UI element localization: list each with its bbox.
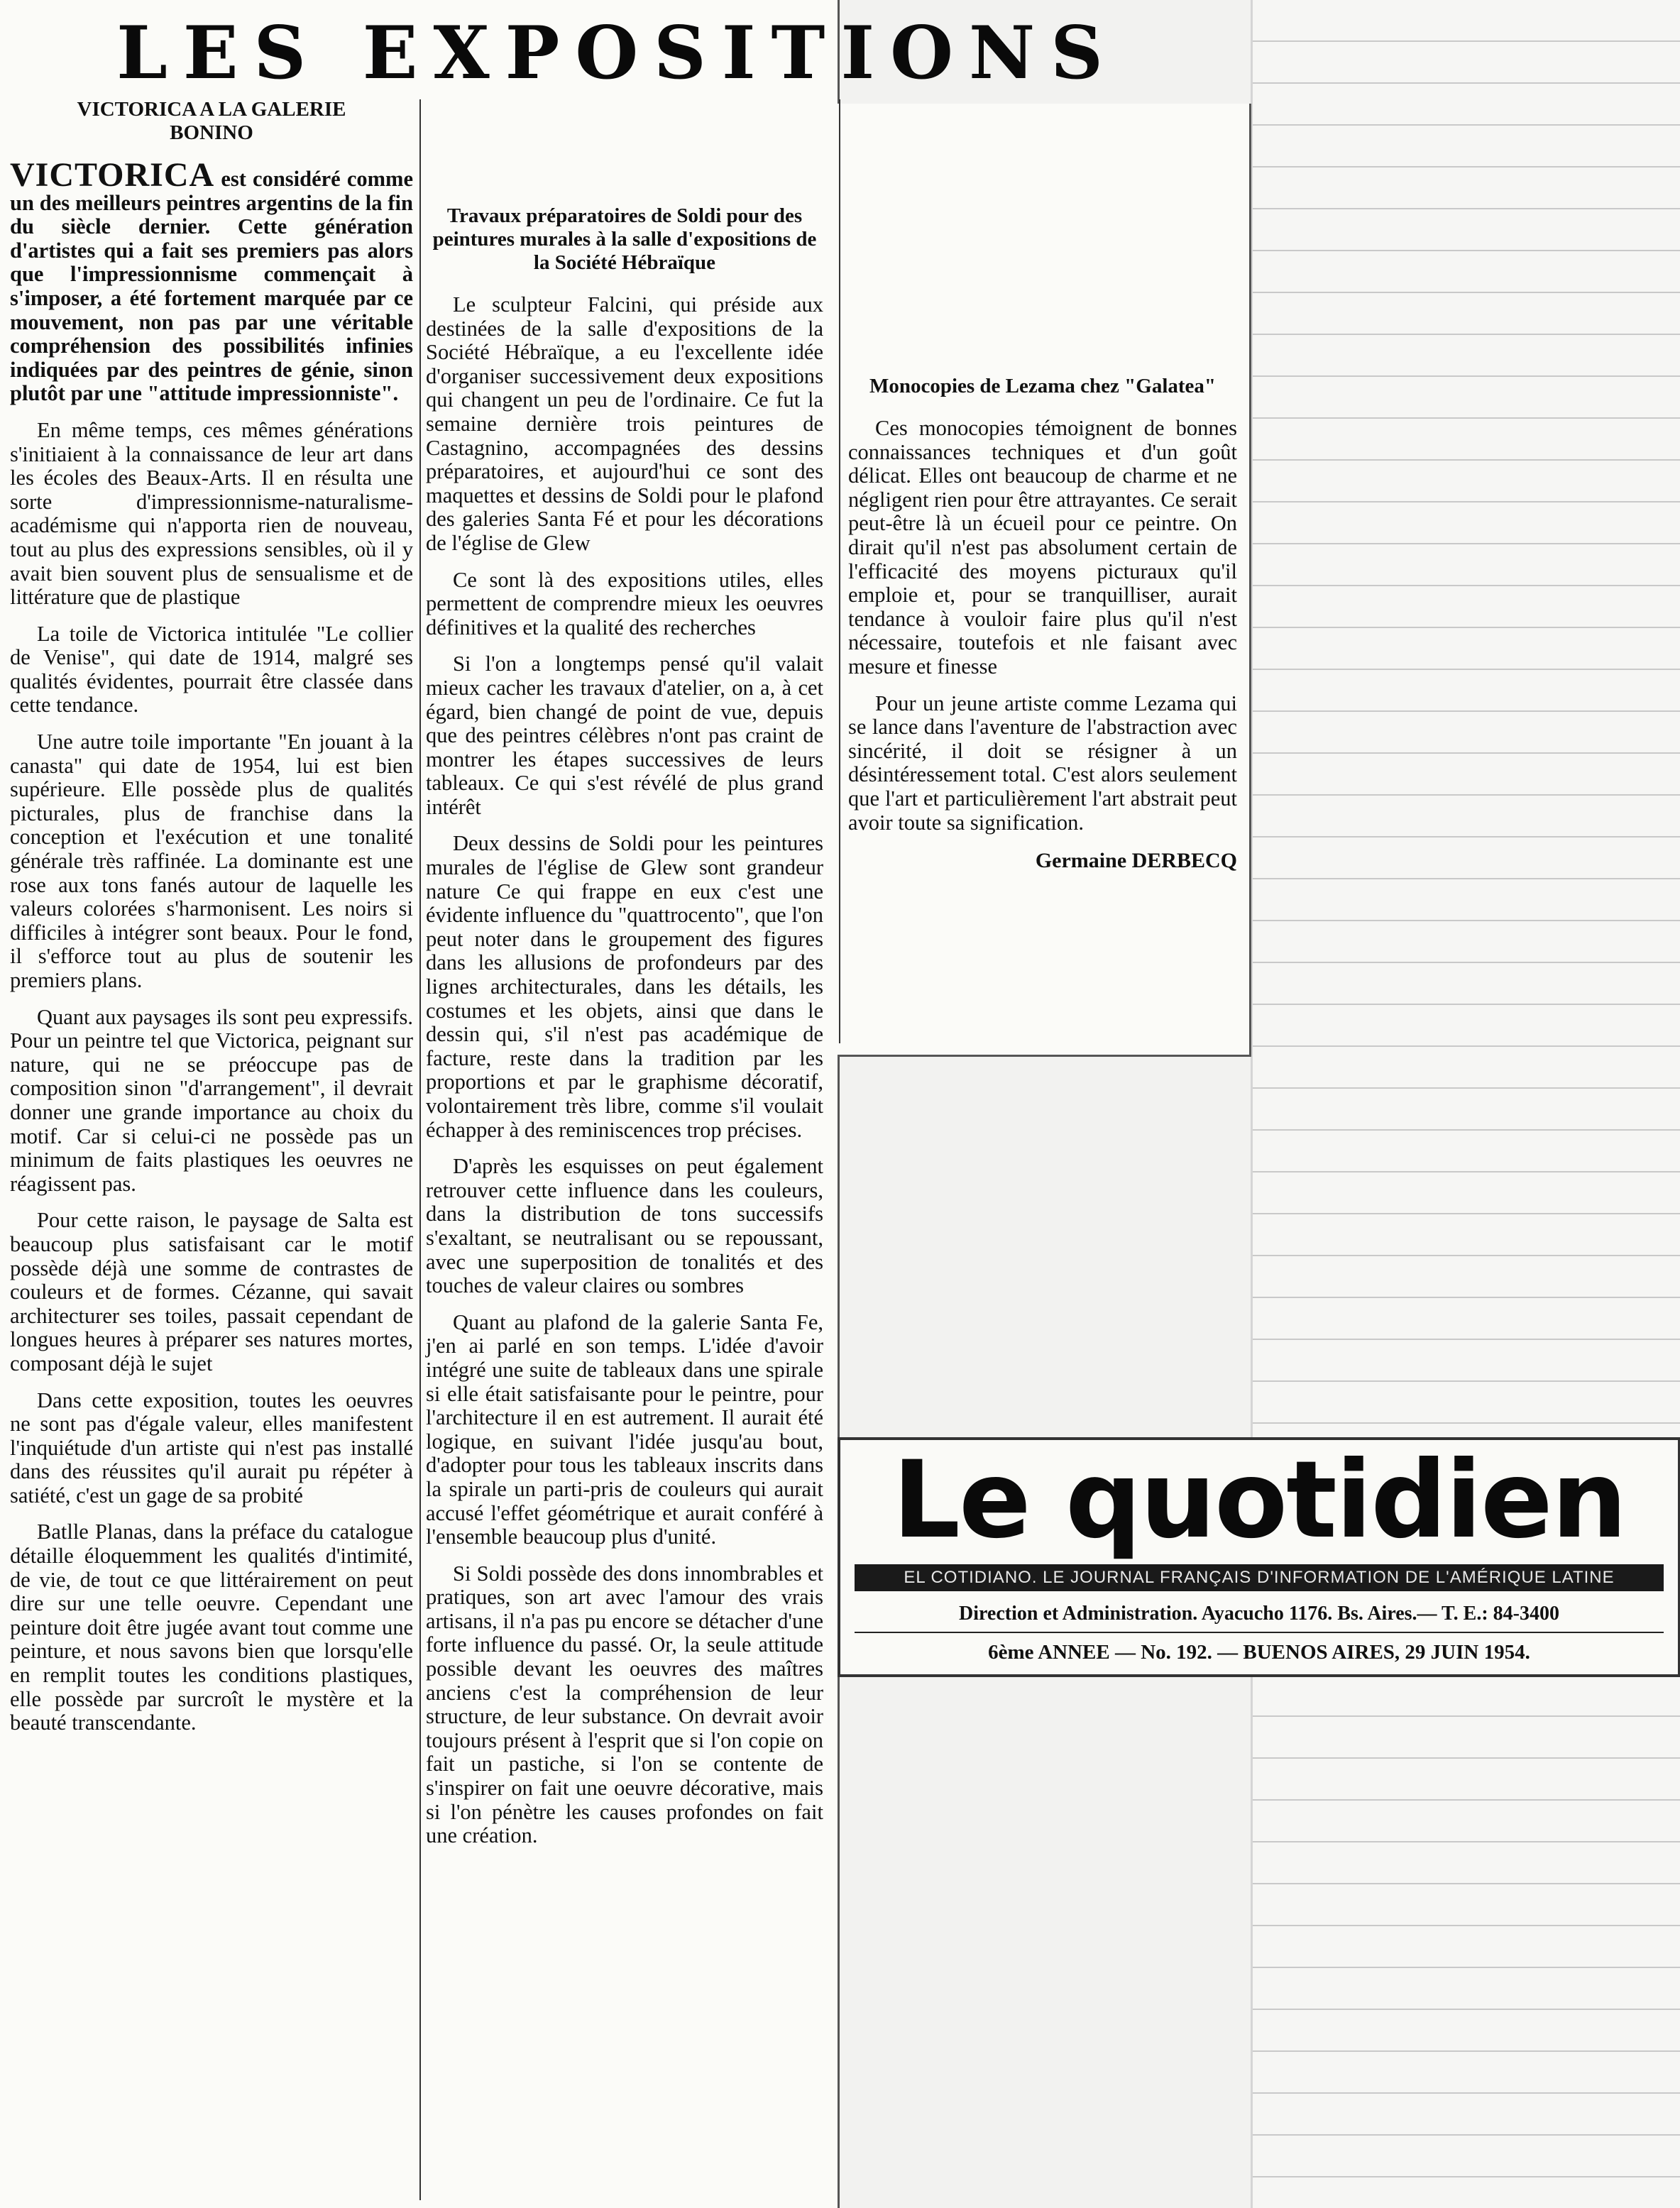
author-signature: Germaine DERBECQ — [1035, 849, 1237, 873]
section-title-lezama: Monocopies de Lezama chez "Galatea" — [869, 375, 1217, 397]
paragraph: Pour cette raison, le paysage de Salta est beaucoup plus satisfaisant car le motif possède déjà une somme de contrastes de couleurs et de formes. Cézanne, qui savait architecturer ses toiles, passait cependant de longues heures à préparer ses natures mortes, composant déjà le sujet — [10, 1208, 413, 1375]
column-rule — [419, 99, 421, 2200]
article-column-3 — [848, 105, 1237, 873]
paragraph: Une autre toile importante "En jouant à la canasta" qui date de 1954, lui est bien supérieure. Elle possède plus de qualités picturales, plus de franchise dans la conception et l'exécution et une tonalité générale très raffinée. La dominante est une rose aux tons fanés autour de laquelle les valeurs colorées s'harmonisent. Les noirs si difficiles à intégrer sont beaux. Pour le fond, il s'efforce tout au plus de soutenir les premiers plans. — [10, 730, 413, 992]
intro-text: est considéré comme un des meilleurs peintres argentins de la fin du siècle dernier. Cette génération d'artistes qui a fait ses premiers pas alors que l'impressionnisme commençait à s'imposer, a été fortement marquée par ce mouvement, non pas par une véritable compréhension des possibilités infinies indiquées par des peintres de génie, sinon plutôt par une "attitude impressionniste". — [10, 167, 413, 406]
paragraph: D'après les esquisses on peut également retrouver cette influence dans les couleurs, dans la distribution de tons successifs s'exaltant, se neutralisant ou se repoussant, avec une superposition de tonalités et des touches de valeur claires ou sombres — [426, 1154, 823, 1298]
paragraph: Ce sont là des expositions utiles, elles permettent de comprendre mieux les oeuvres définitives et la qualité des recherches — [426, 567, 823, 639]
paragraph: Si l'on a longtemps pensé qu'il valait mieux cacher les travaux d'atelier, on a, à cet égard, bien changé de point de vue, depuis que des peintres célèbres n'ont pas craint de montrer les étapes successives de leurs tableaux. Ce qui s'est révélé de plus grand intérêt — [426, 652, 823, 819]
column-rule — [839, 99, 840, 1043]
intro-paragraph — [10, 156, 413, 406]
section-title-line: VICTORICA A LA GALERIE — [77, 98, 346, 121]
paragraph: Si Soldi possède des dons innombrables et pratiques, son art avec l'amour des vrais artisans, il n'a pas pu encore se détacher d'une forte influence du passé. Or, la seule attitude possible devant les oeuvres des maîtres anciens c'est la compréhension de leur structure, de leur substance. On devrait avoir toujours présent à l'esprit que si l'on copie on fait un pastiche, si l'on se contente de s'inspirer on fait une oeuvre décorative, mais si l'on pénètre les causes profondes on fait une création. — [426, 1561, 823, 1848]
article-headline: LES EXPOSITIONS — [116, 11, 1119, 96]
paragraph: Dans cette exposition, toutes les oeuvres ne sont pas d'égale valeur, elles manifestent l'inquiétude d'un artiste qui n'est pas installé dans des réussites qu'il aurait pu répéter à satiété, c'est un gage de sa probité — [10, 1388, 413, 1507]
paragraph: Pour un jeune artiste comme Lezama qui se lance dans l'aventure de l'abstraction avec sincérité, il doit se résigner à un désintéressement total. C'est alors seulement que l'art et particulièrement l'art abstrait peut avoir toute sa signification. — [848, 691, 1237, 835]
paragraph: Le sculpteur Falcini, qui préside aux destinées de la salle d'expositions de la Société Hébraïque, a eu l'excellente idée d'organiser successivement deux expositions qui changent un peu de l'ordinaire. Ce fut la semaine dernière trois peintures de Castagnino, accompagnées des dessins préparatoires, et aujourd'hui ce sont des maquettes et dessins de Soldi pour le plafond des galeries Santa Fé et pour les décorations de l'église de Glew — [426, 292, 823, 555]
newspaper-masthead — [838, 1437, 1680, 1677]
masthead-address: Direction et Administration. Ayacucho 1176. Bs. Aires.— T. E.: 84-3400 — [855, 1602, 1664, 1633]
masthead-tagline: EL COTIDIANO. LE JOURNAL FRANÇAIS D'INFORMATION DE L'AMÉRIQUE LATINE — [855, 1564, 1664, 1591]
article-column-2 — [426, 98, 823, 1861]
paragraph: Deux dessins de Soldi pour les peintures murales de l'église de Glew sont grandeur nature Ce qui frappe en eux c'est une évidente influence du "quattrocento", que l'on peut noter dans le groupement des figures dans les allusions de profondeurs par des lignes architecturales, dans les détails, les costumes et les objets, ainsi que dans le dessin qui, s'il n'est pas académique de facture, reste dans la tradition par les proportions et par le graphisme décoratif, volontairement très libre, comme s'il voulait échapper à des reminiscences trop précises. — [426, 831, 823, 1142]
paragraph: Ces monocopies témoignent de bonnes connaissances techniques et d'un goût délicat. Elles ont beaucoup de charme et ne négligent rien pour être attrayantes. Ce serait peut-être là un écueil pour ce peintre. On dirait qu'il n'est pas absolument certain de l'efficacité des moyens picturaux qu'il emploie et, pour se tranquilliser, aurait tendance à vouloir faire plus qu'il n'est nécessaire, toutefois et nle faisant avec mesure et finesse — [848, 416, 1237, 679]
paragraph: Quant aux paysages ils sont peu expressifs. Pour un peintre tel que Victorica, peignant sur nature, qui ne se préoccupe pas de composition sinon "d'arrangement", il devrait donner une grande importance au choix du motif. Car si celui-ci ne possède pas un minimum de faits plastiques les oeuvres ne réagissent pas. — [10, 1004, 413, 1196]
paragraph: Batlle Planas, dans la préface du catalogue détaille éloquemment les qualités d'intimité, de vie, de tout ce que littérairement on peut dire sur une telle oeuvre. Cependant une peinture doit être jugée avant tout comme une peinture, et nous savons bien que lorsqu'elle en remplit toutes les conditions plastiques, elle possède par surcroît le mystère et la beauté transcendante. — [10, 1520, 413, 1735]
dropcap-word: VICTORICA — [10, 156, 215, 194]
section-title-soldi: Travaux préparatoires de Soldi pour des peintures murales à la salle d'expositions de la Société Hébraïque — [432, 204, 817, 274]
section-title-victorica — [10, 98, 413, 145]
masthead-title: Le quotidien — [892, 1439, 1626, 1562]
ruled-notebook-page — [1251, 0, 1680, 2208]
article-column-1 — [10, 98, 413, 1748]
paragraph: En même temps, ces mêmes générations s'initiaient à la connaissance de leur art dans les écoles des Beaux-Arts. Il en résulta une sorte d'impressionnisme-naturalisme-académisme qui n'apporta rien de nouveau, tout au plus des expressions sensibles, où il y avait bien souvent plus de sensualisme et de littérature que de plastique — [10, 417, 413, 610]
paragraph: Quant au plafond de la galerie Santa Fe, j'en ai parlé en son temps. L'idée d'avoir intégré une suite de tableaux dans une spirale si elle était satisfaisante pour le peintre, pour l'architecture il en est autrement. Il aurait été logique, en suivant l'idée jusqu'au bout, d'adopter pour tous les tableaux inscrits dans la spirale un parti-pris de couleurs qui aurait accusé l'effet géométrique et aurait conféré à l'ensemble beaucoup plus d'unité. — [426, 1309, 823, 1549]
masthead-issue-line: 6ème ANNEE — No. 192. — BUENOS AIRES, 29 JUIN 1954. — [988, 1641, 1530, 1664]
section-title-line: BONINO — [170, 121, 253, 144]
paragraph: La toile de Victorica intitulée "Le collier de Venise", qui date de 1914, malgré ses qualités évidentes, pourrait être classée dans cette tendance. — [10, 621, 413, 718]
